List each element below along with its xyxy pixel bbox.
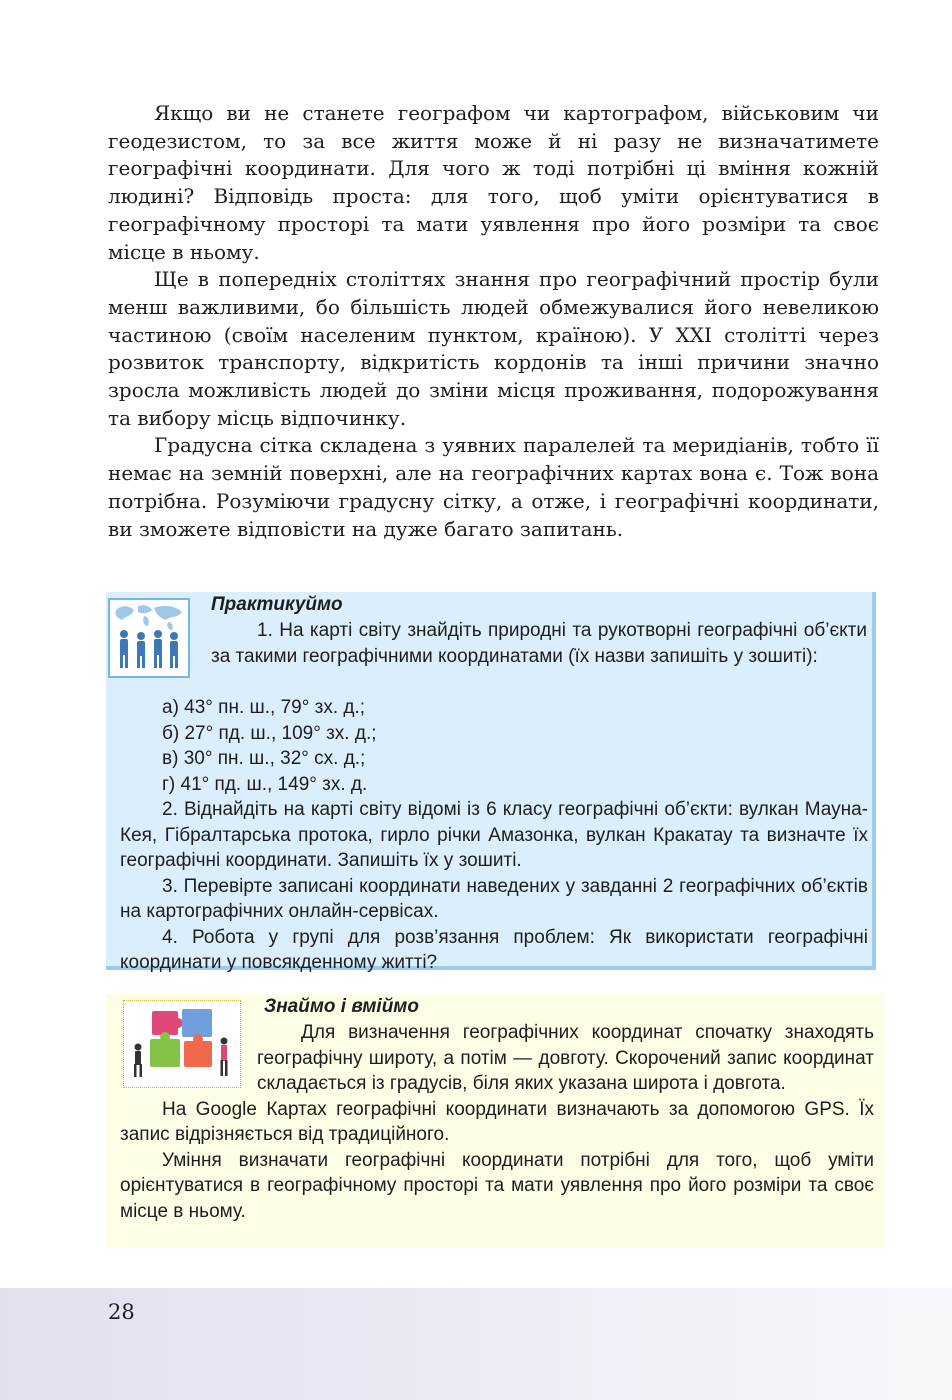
page-footer-band [0, 1288, 952, 1400]
practice-task-1: 1. На карті світу знайдіть природні та рукотворні географічні об’єкти за такими географічними координатами (їх назви запишіть у зошиті): [211, 620, 867, 667]
coordinate-item: г) 41° пд. ш., 149° зх. д. [162, 773, 368, 795]
know-text [120, 1020, 874, 1224]
coordinate-item: б) 27° пд. ш., 109° зх. д.; [162, 722, 377, 744]
paragraph: Ще в попередніх століттях знання про географічний простір були менш важливими, бо більшість людей обмежувалися його невеликою частиною (своїм населеним пунктом, країною). У ХХІ столітті через розвиток транспорту, відкритість кордонів та інші причини значно зросла можливість людей до зміни місця проживання, подорожування та вибору місць відпочинку. [108, 267, 879, 430]
know-paragraph: Уміння визначати географічні координати потрібні для того, щоб уміти орієнтуватися в географічному просторі та мати уявлення про його розміри та своє місце в ньому. [120, 1149, 874, 1222]
practice-task-4: 4. Робота у групі для розв’язання проблем: Як використати географічні координати у повсякденному житті? [120, 926, 868, 973]
know-title: Знаймо і вміймо [264, 996, 419, 1017]
paragraph: Якщо ви не станете географом чи картографом, військовим чи геодезистом, то за все життя може й ні разу не визначатимете географічні координати. Для чого ж тоді потрібні ці вміння кожній людині? Відповідь проста: для того, щоб уміти орієнтуватися в географічному просторі та мати уявлення про його розміри та своє місце в ньому. [108, 101, 879, 264]
practice-list [120, 695, 868, 976]
coordinate-item: в) 30° пн. ш., 32° сх. д.; [162, 748, 366, 769]
coordinate-item: а) 43° пн. ш., 79° зх. д.; [162, 697, 366, 718]
page-number: 28 [108, 1300, 135, 1324]
people-world-map-icon [108, 598, 190, 678]
know-paragraph: Для визначення географічних координат спочатку знаходять географічну широту, а потім — довготу. Скорочений запис координат складається із градусів, біля яких указана широта і довгота. [257, 1022, 874, 1094]
practice-task-3: 3. Перевірте записані координати наведених у завданні 2 географічних об’єктів на картографічних онлайн-сервісах. [120, 875, 868, 922]
main-text [108, 100, 879, 543]
paragraph: Градусна сітка складена з уявних паралелей та меридіанів, тобто її немає на земній поверхні, але на географічних картах вона є. Тож вона потрібна. Розуміючи градусну сітку, а отже, і географічні координати, ви зможете відповісти на дуже багато запитань. [108, 433, 879, 541]
practice-title: Практикуймо [211, 594, 343, 615]
practice-task-2: 2. Віднайдіть на карті світу відомі із 6 класу географічні об’єкти: вулкан Мауна-Кея, Гібралтарська протока, гирло річки Амазонка, вулкан Кракатау та визначте їх географічні координати. Запишіть їх у зошиті. [120, 799, 868, 871]
know-box [106, 994, 884, 1248]
know-paragraph: На Google Картах географічні координати визначають за допомогою GPS. Їх запис відрізняється від традиційного. [120, 1098, 874, 1145]
practice-box [106, 592, 876, 973]
